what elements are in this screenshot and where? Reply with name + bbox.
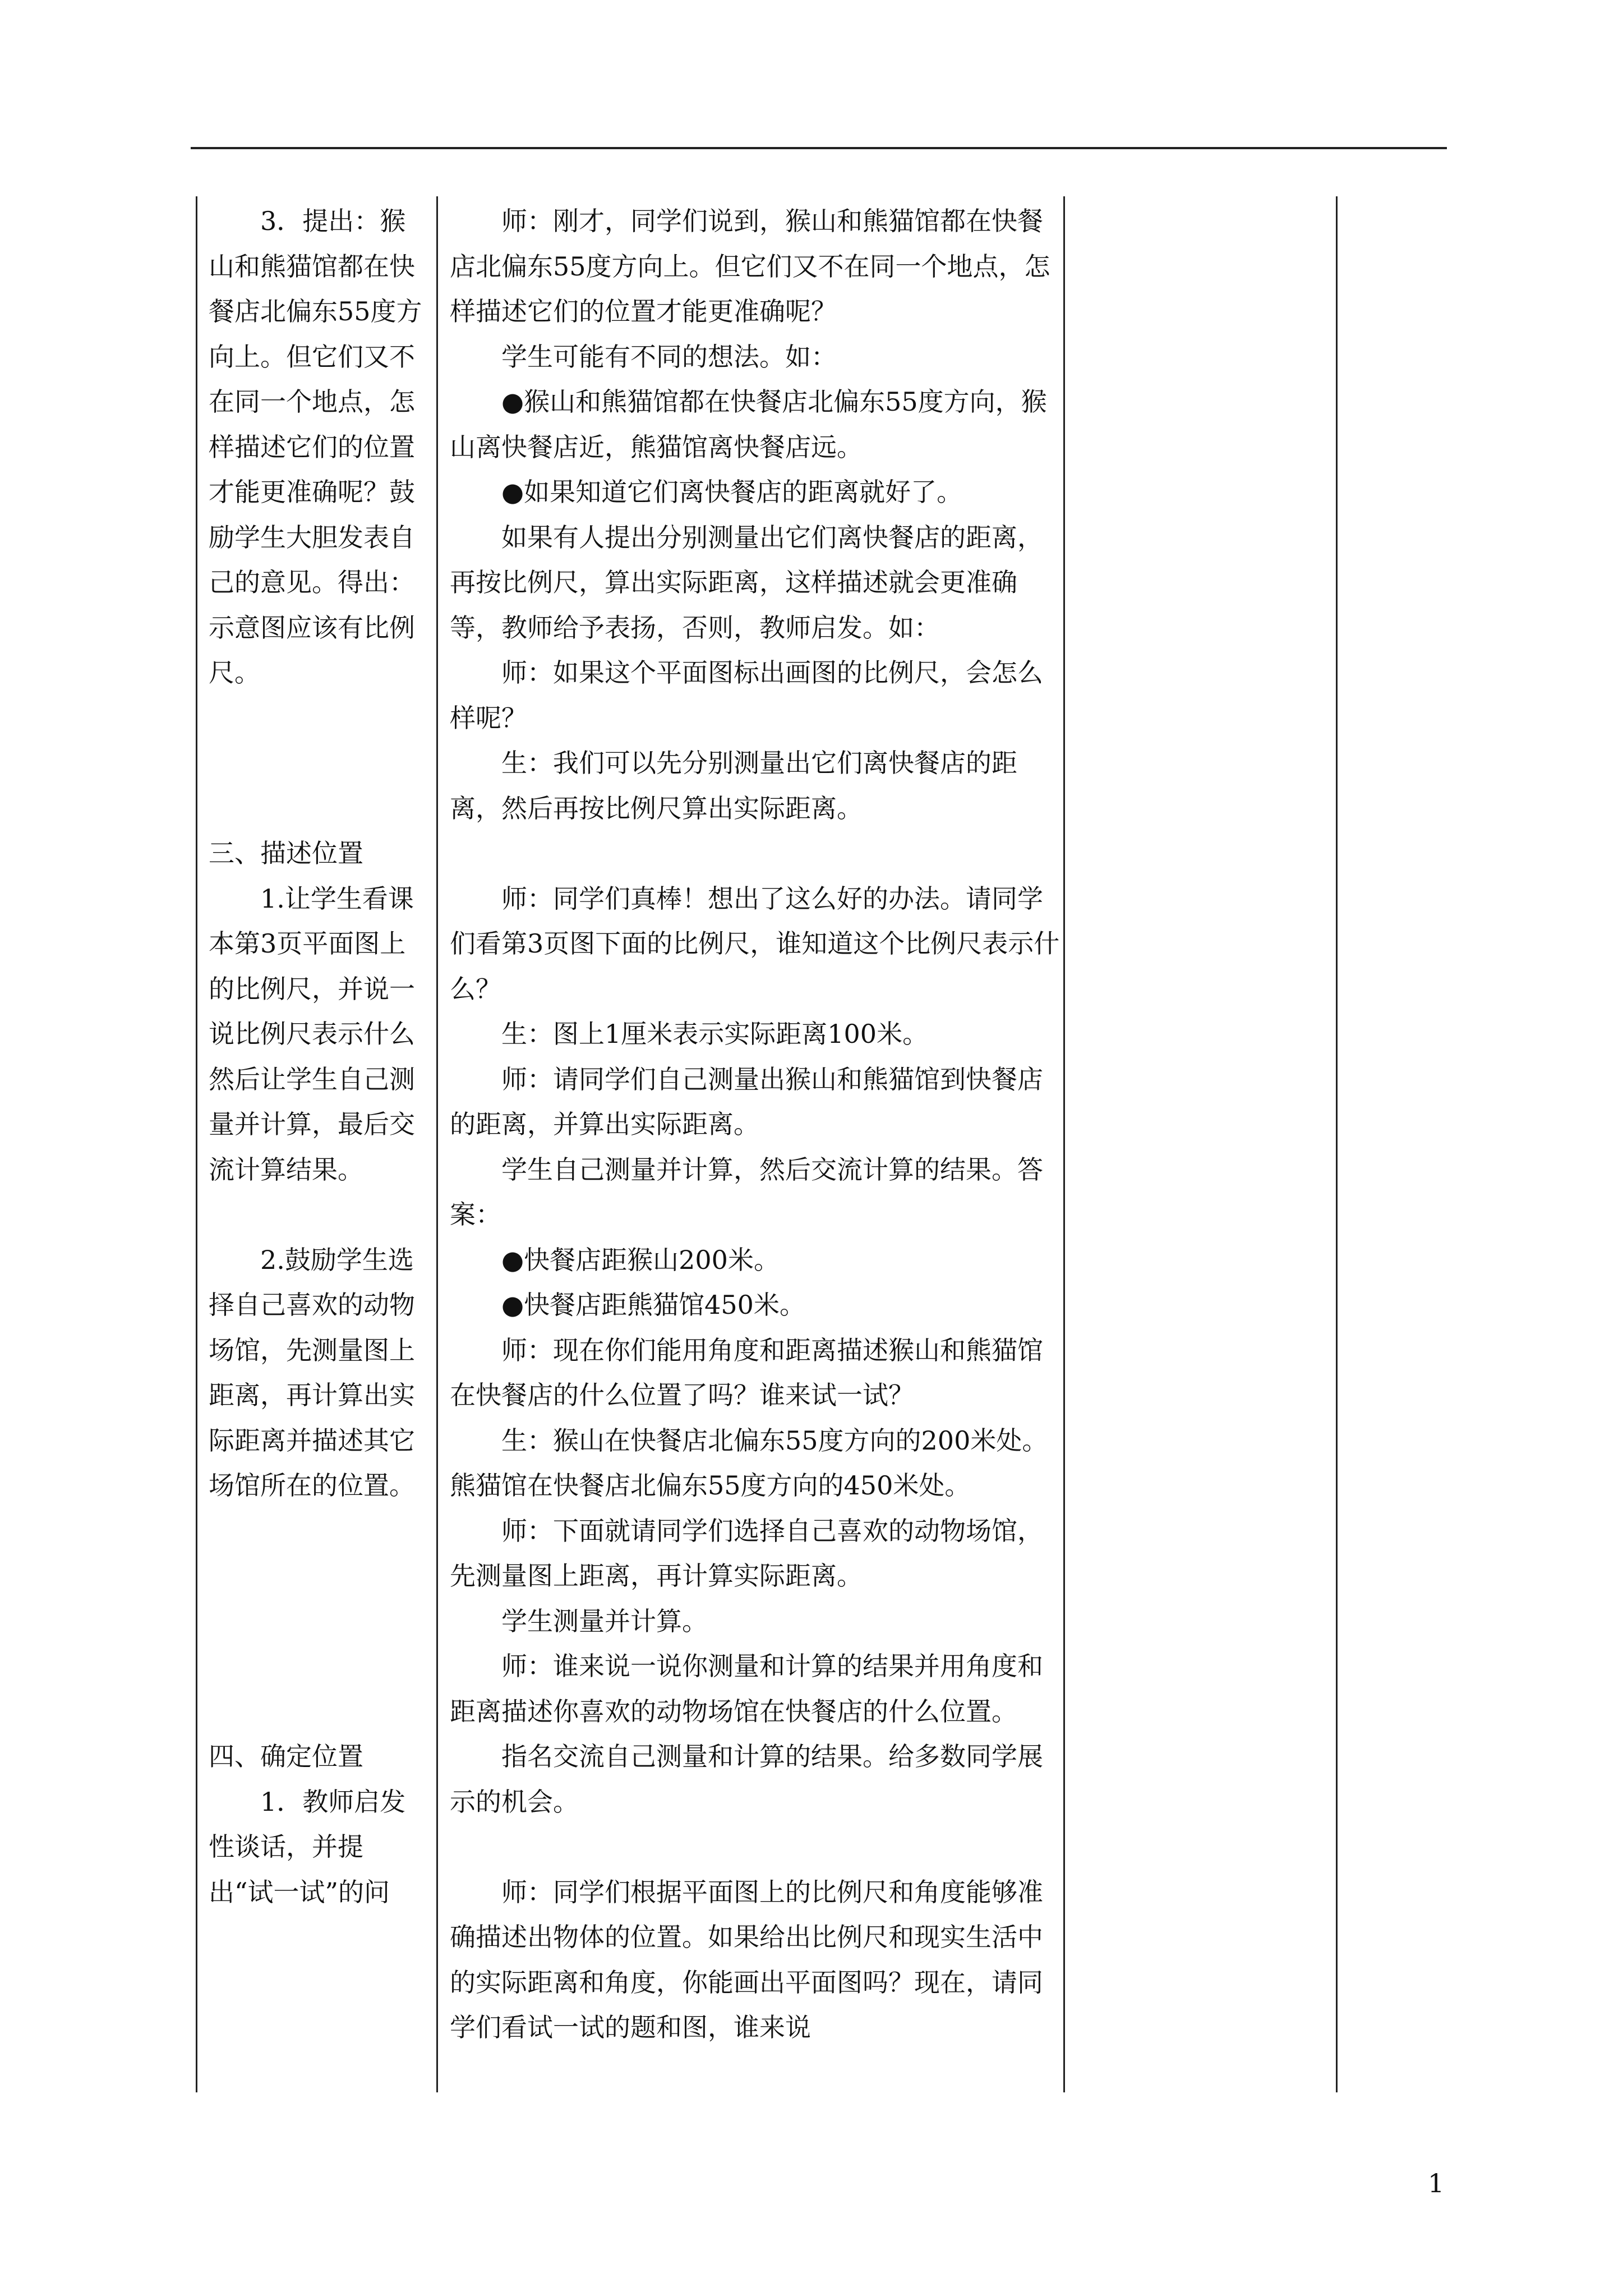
dialogue-paragraph: 师：刚才，同学们说到，猴山和熊猫馆都在快餐店北偏东55度方向上。但它们又不在同一个地点，怎样描述它们的位置才能更准确呢？ <box>450 206 1050 326</box>
dialogue-paragraph: 师：同学们根据平面图上的比例尺和角度能够准确描述出物体的位置。如果给出比例尺和现实生活中的实际距离和角度，你能画出平面图吗？现在，请同学们看试一试的题和图，谁来说 <box>450 1876 1043 2042</box>
dialogue-paragraph: 师：现在你们能用角度和距离描述猴山和熊猫馆在快餐店的什么位置了吗？谁来试一试？ <box>450 1335 1043 1410</box>
step-3-prompt: 3．提出：猴山和熊猫馆都在快餐店北偏东55度方向上。但它们又不在同一个地点，怎样描述它们的位置才能更准确呢？鼓励学生大胆发表自己的意见。得出：示意图应该有比例尺。 <box>209 206 422 688</box>
dialogue-paragraph: 师：谁来说一说你测量和计算的结果并用角度和距离描述你喜欢的动物场馆在快餐店的什么位置。 <box>450 1651 1043 1727</box>
classroom-dialogue-column <box>450 199 1064 2050</box>
dialogue-paragraph: 师：同学们真棒！想出了这么好的办法。请同学们看第3页图下面的比例尺，谁知道这个比例尺表示什么？ <box>450 883 1060 1004</box>
section-heading-describe-position: 三、描述位置 <box>209 838 363 868</box>
step-3-2: 2.鼓励学生选择自己喜欢的动物场馆，先测量图上距离，再计算出实际距离并描述其它场馆所在的位置。 <box>209 1244 415 1501</box>
dialogue-paragraph: 学生自己测量并计算，然后交流计算的结果。答案： <box>450 1154 1043 1230</box>
step-4-1: 1．教师启发性谈话，并提出“试一试”的问 <box>209 1786 406 1907</box>
dialogue-paragraph: ●猴山和熊猫馆都在快餐店北偏东55度方向，猴山离快餐店近，熊猫馆离快餐店远。 <box>450 386 1047 462</box>
dialogue-paragraph: 如果有人提出分别测量出它们离快餐店的距离，再按比例尺，算出实际距离，这样描述就会更准确等，教师给予表扬，否则，教师启发。如： <box>450 522 1043 643</box>
section-heading-determine-position: 四、确定位置 <box>209 1741 363 1772</box>
page-number: 1 <box>1428 2168 1445 2198</box>
dialogue-paragraph: 师：请同学们自己测量出猴山和熊猫馆到快餐店的距离，并算出实际距离。 <box>450 1064 1043 1139</box>
dialogue-paragraph: 生：图上1厘米表示实际距离100米。 <box>501 1019 929 1049</box>
table-border-right <box>1336 196 1338 2092</box>
dialogue-paragraph: ●快餐店距猴山200米。 <box>501 1244 780 1275</box>
table-border-col1 <box>436 196 438 2092</box>
teaching-steps-column <box>209 199 425 1915</box>
dialogue-paragraph: ●如果知道它们离快餐店的距离就好了。 <box>501 477 963 507</box>
header-rule <box>191 147 1447 149</box>
table-border-left <box>196 196 197 2092</box>
dialogue-paragraph: 学生可能有不同的想法。如： <box>501 341 837 372</box>
dialogue-paragraph: 指名交流自己测量和计算的结果。给多数同学展示的机会。 <box>450 1741 1043 1817</box>
step-3-1: 1.让学生看课本第3页平面图上的比例尺，并说一说比例尺表示什么然后让学生自己测量并计算，最后交流计算结果。 <box>209 883 415 1185</box>
dialogue-paragraph: 生：我们可以先分别测量出它们离快餐店的距离，然后再按比例尺算出实际距离。 <box>450 748 1017 823</box>
dialogue-paragraph: 师：下面就请同学们选择自己喜欢的动物场馆，先测量图上距离，再计算实际距离。 <box>450 1515 1043 1591</box>
dialogue-paragraph: 生：猴山在快餐店北偏东55度方向的200米处。熊猫馆在快餐店北偏东55度方向的450米处。 <box>450 1425 1048 1501</box>
dialogue-paragraph: 学生测量并计算。 <box>501 1605 708 1636</box>
dialogue-paragraph: ●快餐店距熊猫馆450米。 <box>501 1290 805 1320</box>
dialogue-paragraph: 师：如果这个平面图标出画图的比例尺，会怎么样呢？ <box>450 657 1043 733</box>
